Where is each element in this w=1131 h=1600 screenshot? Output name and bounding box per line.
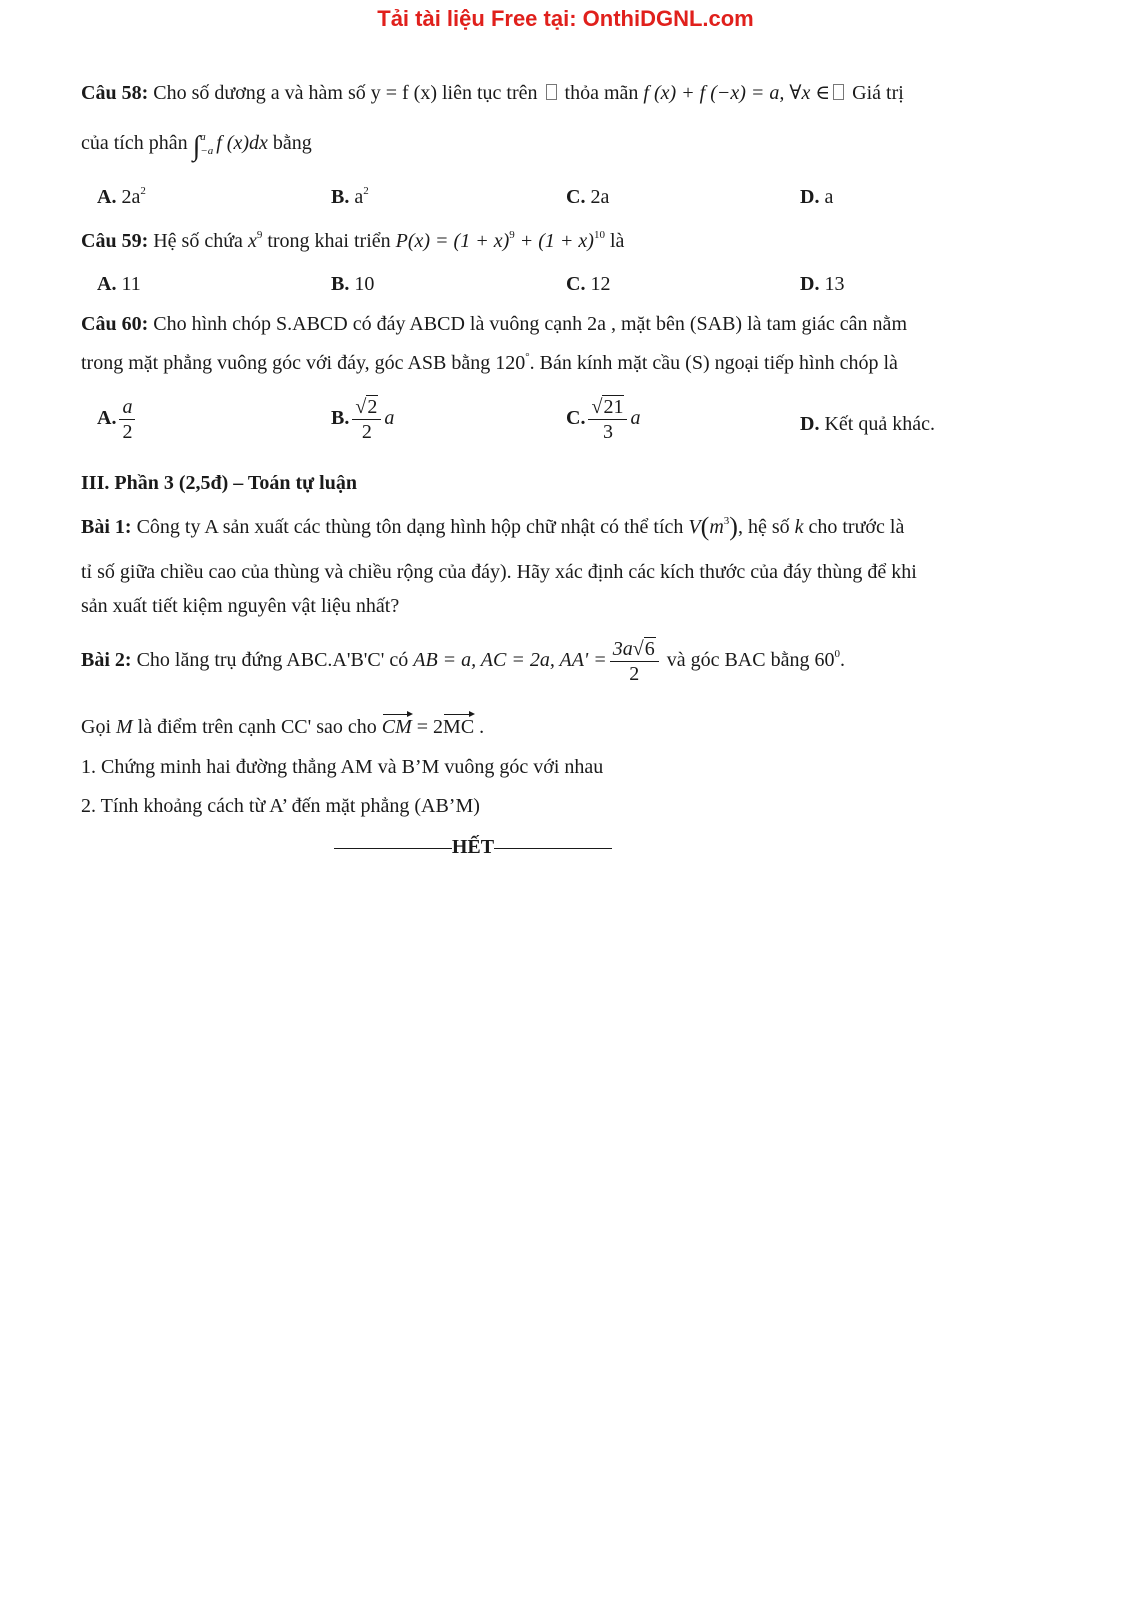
fraction-denominator: 2	[629, 663, 640, 685]
sqrt-icon: √6	[632, 638, 655, 660]
integral-limits	[200, 130, 213, 158]
divider	[334, 848, 452, 849]
paren-close: )	[729, 512, 738, 541]
question-58-condition: f (x) + f (−x) = a, ∀x ∈	[643, 82, 831, 104]
question-58-text-3: Giá trị	[847, 82, 904, 104]
fraction-denominator: 2	[361, 421, 372, 443]
exercise-2-text-4: Gọi	[81, 716, 116, 738]
integral-lower-limit: −a	[200, 145, 214, 158]
exponent: 9	[509, 229, 515, 241]
degree-exponent: 0	[834, 648, 840, 661]
question-58-text-2: thỏa mãn	[559, 82, 644, 104]
question-60-options	[81, 396, 1051, 458]
paren-open: (	[700, 512, 710, 541]
point-m: M	[116, 716, 133, 738]
exercise-2-text-2: và góc BAC bằng 60	[661, 649, 835, 672]
option-value: 11	[121, 273, 141, 295]
exercise-1-line-2: tỉ số giữa chiều cao của thùng và chiều rộng của đáy). Hãy xác định các kích thước của đáy thùng để khi	[81, 561, 917, 583]
end-marker	[305, 836, 641, 859]
option-label: C.	[566, 186, 586, 208]
degree-symbol: °	[525, 351, 530, 363]
option-label: B.	[331, 273, 350, 295]
site-banner-link[interactable]: Tải tài liệu Free tại: OnthiDGNL.com	[377, 6, 754, 31]
option-value: 2a	[590, 186, 610, 208]
integral-upper-limit: a	[200, 131, 206, 144]
sqrt-icon: √21	[591, 396, 624, 418]
exercise-2-item-1: 1. Chứng minh hai đường thẳng AM và B’M vuông góc với nhau	[81, 756, 604, 778]
option-value: 10	[354, 273, 375, 295]
exercise-2-line-2	[81, 713, 1051, 741]
option-b	[331, 396, 394, 443]
end-label: HẾT	[451, 836, 495, 858]
question-58-label: Câu 58:	[81, 82, 149, 104]
integrand: f (x)dx	[216, 132, 268, 154]
option-label: A.	[97, 186, 117, 208]
question-59-text-2: trong khai triển	[262, 230, 396, 252]
question-58-text-5: bằng	[267, 132, 312, 154]
fraction	[610, 638, 659, 685]
fraction	[119, 396, 135, 443]
option-b	[331, 183, 369, 211]
fraction-denominator: 3	[602, 421, 613, 443]
exercise-1-text-3: cho trước là	[803, 516, 905, 538]
exercise-1-text-2: , hệ số	[737, 516, 795, 538]
fraction-numerator	[610, 638, 659, 662]
fraction-numerator: a	[119, 396, 135, 420]
missing-symbol-glyph	[833, 84, 844, 100]
option-a	[97, 270, 141, 298]
question-58-text: Cho số dương a và hàm số y = f (x) liên tục trên	[148, 82, 543, 104]
option-label: C.	[566, 273, 586, 295]
question-60-label: Câu 60:	[81, 313, 149, 335]
exercise-2-label: Bài 2:	[81, 649, 132, 672]
option-value: a	[824, 186, 834, 208]
question-58-line-2	[81, 129, 1051, 161]
exercise-2-text-6: = 2	[411, 716, 444, 738]
option-label: B.	[331, 407, 350, 430]
question-59-text-3: là	[604, 230, 625, 252]
option-d	[800, 270, 844, 298]
exercise-2-text: Cho lăng trụ đứng ABC.A'B'C' có	[131, 649, 414, 672]
variable-x: x	[247, 230, 257, 252]
option-a	[97, 183, 146, 211]
fraction-denominator: 2	[122, 421, 133, 443]
part-3-heading: III. Phần 3 (2,5đ) – Toán tự luận	[81, 472, 357, 494]
option-tail: a	[384, 407, 395, 430]
unit-exponent: 3	[723, 515, 730, 527]
option-label: D.	[800, 186, 820, 208]
fraction-numerator	[352, 396, 381, 420]
fraction-numerator	[588, 396, 627, 420]
option-c	[566, 270, 610, 298]
radicand: 6	[644, 638, 655, 660]
option-value: a	[354, 186, 364, 208]
option-d	[800, 183, 833, 211]
option-c	[566, 396, 640, 443]
question-58-text-4: của tích phân	[81, 132, 193, 154]
expansion-term-1: P(x) = (1 + x)	[395, 230, 510, 252]
coefficient-k: k	[794, 516, 804, 538]
radicand: 2	[367, 396, 378, 418]
question-58-line-1	[81, 79, 1051, 107]
option-exponent: 2	[140, 185, 146, 197]
option-c	[566, 183, 609, 211]
option-value: 13	[824, 273, 845, 295]
missing-symbol-glyph	[546, 84, 557, 100]
unit: m	[709, 516, 724, 538]
expansion-term-2: + (1 + x)	[514, 230, 594, 252]
vector-mc: MC	[443, 713, 474, 741]
question-60-line-2	[81, 349, 1051, 377]
option-value: 2a	[121, 186, 141, 208]
sqrt-icon: √2	[355, 396, 378, 418]
exercise-2-text-7: .	[474, 716, 485, 738]
fraction	[352, 396, 381, 443]
exercise-1-line-1	[81, 513, 1051, 541]
divider	[494, 848, 612, 849]
option-exponent: 2	[363, 185, 369, 197]
option-label: A.	[97, 407, 117, 430]
radicand: 21	[603, 396, 624, 418]
question-60-text: Cho hình chóp S.ABCD có đáy ABCD là vuông cạnh 2a , mặt bên (SAB) là tam giác cân nằm	[148, 313, 907, 335]
question-60-line-1	[81, 310, 1051, 338]
option-tail: a	[630, 407, 641, 430]
option-d	[800, 410, 935, 438]
fraction	[588, 396, 627, 443]
option-label: D.	[800, 413, 820, 435]
exercise-2-item-2: 2. Tính khoảng cách từ A’ đến mặt phẳng (AB’M)	[81, 795, 480, 817]
option-b	[331, 270, 374, 298]
exercise-2-text-5: là điểm trên cạnh CC' sao cho	[132, 716, 382, 738]
option-value: Kết quả khác.	[819, 413, 935, 435]
exponent: 9	[256, 229, 263, 241]
exercise-1-line-3: sản xuất tiết kiệm nguyên vật liệu nhất?	[81, 595, 400, 617]
question-60-text-2: trong mặt phẳng vuông góc với đáy, góc ASB bằng 120	[81, 352, 526, 374]
question-59-line-1	[81, 227, 1051, 255]
exercise-2-text-3: .	[839, 649, 845, 672]
option-label: C.	[566, 407, 586, 430]
question-59-label: Câu 59:	[81, 230, 149, 252]
exercise-2-line-1	[81, 638, 1051, 698]
exponent: 10	[593, 229, 605, 241]
option-label: B.	[331, 186, 350, 208]
option-a	[97, 396, 138, 443]
exercise-2-equation: AB = a, AC = 2a, AA' =	[413, 649, 607, 672]
volume-symbol: V	[688, 516, 701, 538]
integral-sign-icon: ∫	[192, 131, 201, 162]
option-label: A.	[97, 273, 117, 295]
option-label: D.	[800, 273, 820, 295]
exercise-1-text: Công ty A sản xuất các thùng tôn dạng hình hộp chữ nhật có thể tích	[131, 516, 689, 538]
question-60-text-3: . Bán kính mặt cầu (S) ngoại tiếp hình chóp là	[529, 352, 898, 374]
option-value: 12	[590, 273, 611, 295]
question-59-text: Hệ số chứa	[148, 230, 248, 252]
numerator-coefficient: 3a	[612, 638, 633, 660]
exercise-1-label: Bài 1:	[81, 516, 132, 538]
vector-cm: CM	[382, 713, 412, 741]
